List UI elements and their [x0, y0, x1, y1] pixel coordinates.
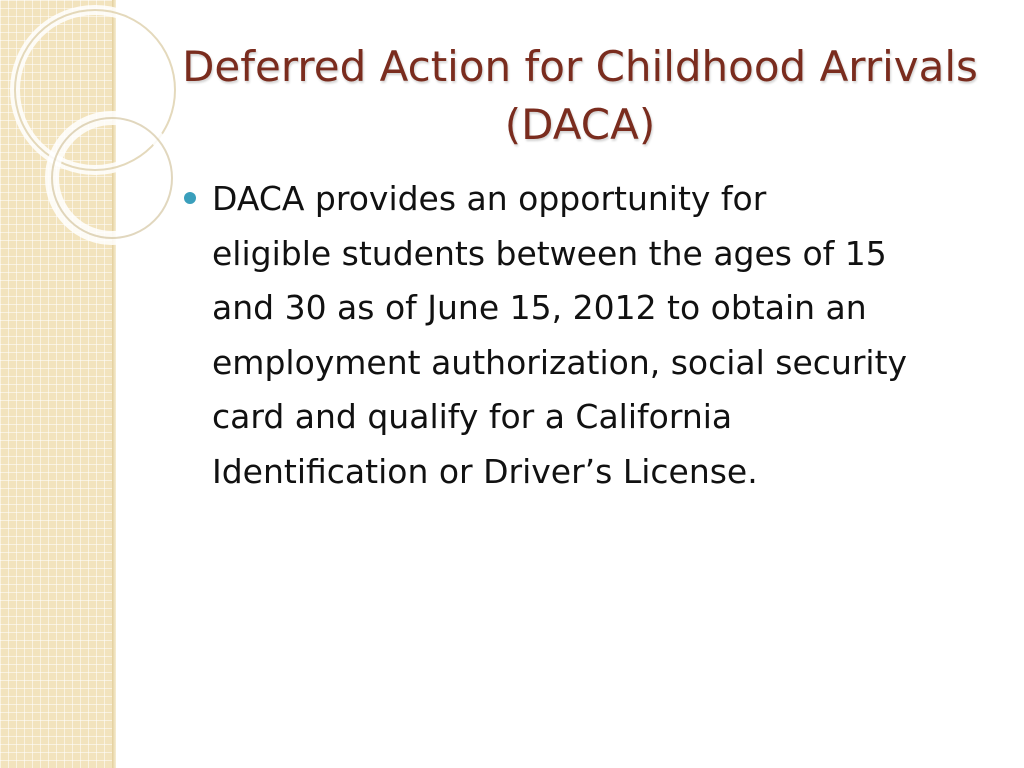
bullet-dot-icon: [184, 192, 196, 204]
slide-title: [150, 38, 1010, 154]
bullet-line: DACA provides an opportunity for: [212, 179, 767, 218]
bullet-line: Identification or Driver’s License.: [212, 451, 758, 491]
bullet-line: employment authorization, social security: [212, 342, 908, 382]
bullet-item: [184, 172, 984, 499]
slide-title-line-1: Deferred Action for Childhood Arrivals: [182, 42, 978, 91]
bullet-line: card and qualify for a California: [212, 397, 733, 436]
bullet-text: [212, 172, 984, 499]
slide-content: [184, 172, 984, 499]
bullet-line: and 30 as of June 15, 2012 to obtain an: [212, 288, 867, 327]
bullet-line: eligible students between the ages of 15: [212, 233, 887, 273]
slide-title-line-2: (DACA): [504, 100, 656, 149]
